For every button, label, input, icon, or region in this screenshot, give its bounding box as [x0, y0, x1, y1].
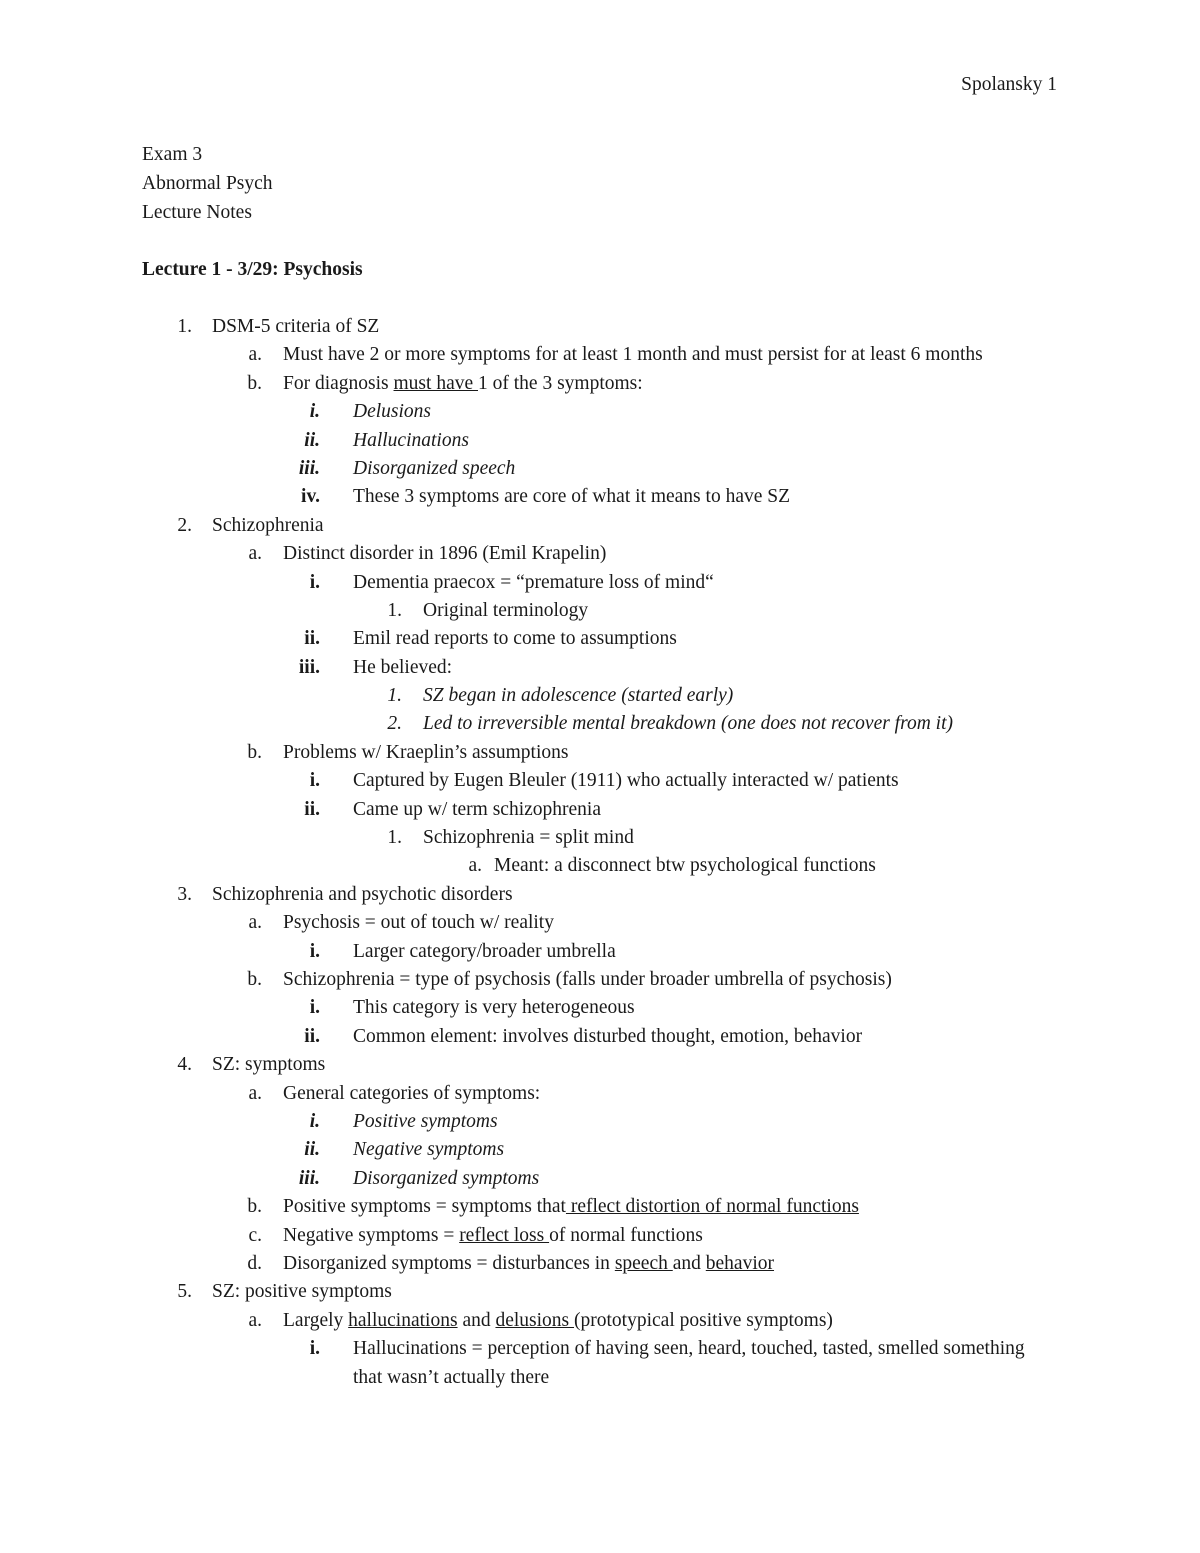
item-marker: ii.	[304, 1139, 320, 1161]
item-marker: ii.	[304, 628, 320, 650]
outline-item	[0, 796, 1200, 824]
text-segment: Largely	[283, 1309, 349, 1331]
item-marker: b.	[247, 968, 262, 990]
item-text: Must have 2 or more symptoms for at least 1 month and must persist for at least 6 months	[283, 344, 983, 366]
text-segment: of normal functions	[549, 1224, 703, 1246]
outline-item	[0, 852, 1200, 880]
outline-item	[0, 881, 1200, 909]
underlined-text: reflect distortion of normal functions	[565, 1196, 859, 1218]
underlined-text: reflect loss	[459, 1224, 550, 1246]
item-text: Problems w/ Kraeplin’s assumptions	[283, 741, 569, 763]
text-segment: Negative symptoms =	[283, 1224, 460, 1246]
item-text: Hallucinations = perception of having seen, heard, touched, tasted, smelled something that wasn’t actually there	[353, 1338, 1025, 1388]
outline-item	[0, 1307, 1200, 1335]
text-segment: Disorganized symptoms = disturbances in	[283, 1252, 615, 1274]
text-segment: Positive symptoms = symptoms that	[283, 1196, 566, 1218]
outline-item	[0, 569, 1200, 597]
item-text: Led to irreversible mental breakdown (one does not recover from it)	[423, 713, 954, 735]
outline-item	[0, 1023, 1200, 1051]
item-text: Captured by Eugen Bleuler (1911) who actually interacted w/ patients	[353, 770, 899, 792]
outline-item	[0, 483, 1200, 511]
item-text: These 3 symptoms are core of what it means to have SZ	[353, 486, 791, 508]
item-marker: ii.	[304, 798, 320, 820]
outline-item	[0, 597, 1200, 625]
outline-item	[0, 654, 1200, 682]
outline-item	[0, 512, 1200, 540]
underlined-text: behavior	[705, 1252, 775, 1274]
item-text	[283, 1250, 774, 1279]
outline-item	[0, 1193, 1200, 1221]
outline-item	[0, 540, 1200, 568]
item-marker: i.	[309, 770, 320, 792]
item-marker: 1.	[387, 599, 402, 621]
item-text: SZ: positive symptoms	[212, 1281, 392, 1303]
item-text: General categories of symptoms:	[283, 1082, 541, 1104]
outline-item	[0, 824, 1200, 852]
text-segment: and	[457, 1309, 496, 1331]
underlined-text: hallucinations	[348, 1309, 458, 1331]
title-line-notes: Lecture Notes	[142, 202, 252, 223]
item-marker: a.	[248, 1309, 262, 1331]
item-marker: a.	[468, 855, 482, 877]
item-marker: i.	[309, 940, 320, 962]
item-marker: d.	[247, 1252, 262, 1274]
text-segment: and	[672, 1252, 706, 1274]
outline-item	[0, 1335, 1200, 1392]
item-text: Delusions	[353, 401, 431, 423]
item-text	[283, 1193, 859, 1222]
lecture-outline	[0, 313, 1200, 1392]
item-marker: a.	[248, 1082, 262, 1104]
item-text: He believed:	[353, 656, 453, 678]
outline-item	[0, 1108, 1200, 1136]
item-marker: ii.	[304, 429, 320, 451]
item-text: Came up w/ term schizophrenia	[353, 798, 602, 820]
item-marker: 1.	[387, 685, 402, 707]
item-marker: a.	[248, 912, 262, 934]
title-line-course: Abnormal Psych	[142, 173, 273, 194]
item-text: Schizophrenia = split mind	[423, 827, 634, 849]
item-marker: iii.	[298, 656, 320, 678]
outline-item	[0, 710, 1200, 738]
item-marker: iii.	[298, 457, 320, 479]
item-text: SZ: symptoms	[212, 1054, 326, 1076]
item-text: Negative symptoms	[353, 1139, 505, 1161]
item-marker: b.	[247, 372, 262, 394]
item-marker: 5.	[177, 1281, 192, 1303]
outline-item	[0, 341, 1200, 369]
item-text: Hallucinations	[353, 429, 469, 451]
outline-item	[0, 1051, 1200, 1079]
underlined-text: delusions	[495, 1309, 575, 1331]
outline-item	[0, 1278, 1200, 1306]
outline-item	[0, 938, 1200, 966]
outline-item	[0, 682, 1200, 710]
item-marker: i.	[309, 1338, 320, 1360]
text-segment: (prototypical positive symptoms)	[574, 1309, 833, 1331]
item-text: Disorganized symptoms	[353, 1167, 540, 1189]
item-text: Dementia praecox = “premature loss of mind“	[353, 571, 714, 593]
outline-item	[0, 739, 1200, 767]
item-marker: 2.	[177, 514, 192, 536]
item-text: Disorganized speech	[353, 457, 516, 479]
title-block	[142, 141, 273, 228]
item-text: Distinct disorder in 1896 (Emil Krapelin)	[283, 543, 607, 565]
text-segment: For diagnosis	[283, 372, 394, 394]
outline-item	[0, 455, 1200, 483]
item-marker: i.	[309, 1110, 320, 1132]
item-text: Schizophrenia	[212, 514, 324, 536]
item-text: Larger category/broader umbrella	[353, 940, 616, 962]
outline-item	[0, 1222, 1200, 1250]
item-marker: 1.	[387, 827, 402, 849]
item-marker: b.	[247, 1196, 262, 1218]
outline-item	[0, 1080, 1200, 1108]
underlined-text: speech	[614, 1252, 673, 1274]
outline-item	[0, 313, 1200, 341]
item-text: DSM-5 criteria of SZ	[212, 316, 380, 337]
item-marker: a.	[248, 344, 262, 366]
item-text: Common element: involves disturbed thought, emotion, behavior	[353, 1025, 863, 1047]
item-marker: i.	[309, 997, 320, 1019]
item-text: Schizophrenia = type of psychosis (falls under broader umbrella of psychosis)	[283, 968, 892, 990]
outline-item	[0, 966, 1200, 994]
item-marker: 1.	[177, 316, 192, 337]
outline-item	[0, 1136, 1200, 1164]
outline-item	[0, 427, 1200, 455]
item-text: Psychosis = out of touch w/ reality	[283, 912, 554, 934]
outline-item	[0, 1165, 1200, 1193]
item-text: SZ began in adolescence (started early)	[423, 685, 734, 707]
outline-item	[0, 1250, 1200, 1278]
item-text: Meant: a disconnect btw psychological functions	[494, 855, 876, 877]
item-marker: iv.	[301, 486, 320, 508]
outline-item	[0, 398, 1200, 426]
item-marker: iii.	[298, 1167, 320, 1189]
item-marker: 2.	[387, 713, 402, 735]
item-marker: c.	[248, 1224, 262, 1246]
item-text: Positive symptoms	[353, 1110, 498, 1132]
item-marker: ii.	[304, 1025, 320, 1047]
item-marker: 4.	[177, 1054, 192, 1076]
page-header: Spolansky 1	[961, 74, 1057, 95]
outline-item	[0, 767, 1200, 795]
text-segment: 1 of the 3 symptoms:	[478, 372, 643, 394]
item-text	[283, 370, 643, 399]
section-heading: Lecture 1 - 3/29: Psychosis	[142, 259, 363, 280]
item-text	[283, 1222, 703, 1251]
underlined-text: must have	[393, 372, 478, 394]
item-marker: i.	[309, 571, 320, 593]
outline-item	[0, 909, 1200, 937]
item-text: Original terminology	[423, 599, 589, 621]
item-marker: 3.	[177, 883, 192, 905]
item-text	[283, 1307, 833, 1336]
outline-item	[0, 994, 1200, 1022]
outline-item	[0, 625, 1200, 653]
item-marker: b.	[247, 741, 262, 763]
outline-item	[0, 370, 1200, 398]
item-text: This category is very heterogeneous	[353, 997, 635, 1019]
item-text: Schizophrenia and psychotic disorders	[212, 883, 513, 905]
title-line-exam: Exam 3	[142, 144, 203, 165]
item-marker: a.	[248, 543, 262, 565]
item-marker: i.	[309, 401, 320, 423]
item-text: Emil read reports to come to assumptions	[353, 628, 677, 650]
